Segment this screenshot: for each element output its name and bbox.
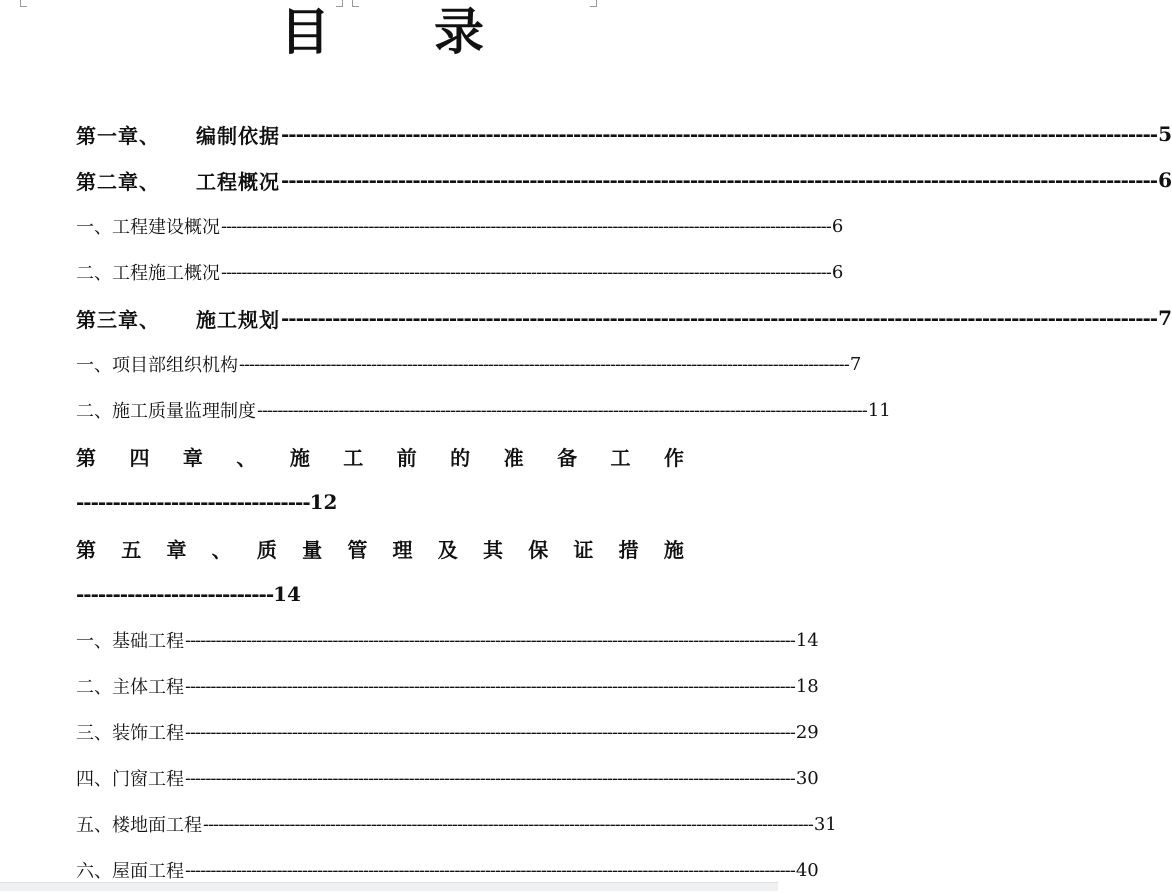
toc-entry-continuation bbox=[76, 571, 684, 617]
toc-entry-label bbox=[76, 120, 280, 149]
toc-entry-label: 六、屋面工程 bbox=[76, 861, 184, 882]
toc-page-number: 30 bbox=[795, 767, 819, 789]
toc-entry-label: 二、主体工程 bbox=[76, 677, 184, 698]
toc-page-number: 7 bbox=[1158, 306, 1172, 330]
toc-entry[interactable] bbox=[76, 387, 891, 433]
toc-title-char: 、 bbox=[211, 537, 232, 562]
toc-leader: ------------------------------------------------------------------------------------------------------------------------ bbox=[185, 767, 795, 789]
toc-entry[interactable] bbox=[76, 157, 1172, 203]
toc-entry[interactable] bbox=[76, 755, 819, 801]
toc-entry[interactable] bbox=[76, 663, 819, 709]
toc-entry-label: 三、装饰工程 bbox=[76, 723, 184, 744]
toc-chapter-number: 第二章、 bbox=[76, 169, 160, 194]
toc-page-number: 11 bbox=[867, 399, 891, 421]
toc-entry-label bbox=[76, 166, 280, 195]
table-of-contents bbox=[76, 111, 1172, 893]
toc-title-char: 章 bbox=[166, 537, 187, 562]
toc-entry-label: 一、基础工程 bbox=[76, 631, 184, 652]
toc-leader: ------------------------------------------------------------------------------------------------------------------------ bbox=[203, 813, 813, 835]
toc-title-char: 施 bbox=[663, 537, 684, 562]
toc-page-number: 6 bbox=[1158, 168, 1172, 192]
toc-entry[interactable] bbox=[76, 341, 862, 387]
toc-entry[interactable] bbox=[76, 433, 684, 525]
toc-title-char: 保 bbox=[528, 537, 549, 562]
toc-entry[interactable] bbox=[76, 249, 844, 295]
toc-leader: ------------------------------------------------------------------------------------------------------------------------ bbox=[281, 306, 1158, 330]
toc-title-char: 质 bbox=[256, 537, 277, 562]
toc-entry[interactable] bbox=[76, 295, 1172, 341]
toc-title-char: 、 bbox=[236, 445, 257, 470]
toc-entry[interactable] bbox=[76, 111, 1172, 157]
toc-entry-label: 一、工程建设概况 bbox=[76, 217, 220, 238]
toc-leader: ------------------------------------------------------------------------------------------------------------------------ bbox=[281, 168, 1158, 192]
toc-page-number: 31 bbox=[813, 813, 837, 835]
toc-leader: ------------------------------------------------------------------------------------------------------------------------ bbox=[185, 675, 795, 697]
toc-title-char: 备 bbox=[557, 445, 578, 470]
toc-title-char: 作 bbox=[663, 445, 684, 470]
toc-title-char: 管 bbox=[347, 537, 368, 562]
toc-page-number: 29 bbox=[795, 721, 819, 743]
toc-title-char: 其 bbox=[482, 537, 503, 562]
toc-page-number: 12 bbox=[309, 490, 338, 514]
toc-page-number: 14 bbox=[795, 629, 819, 651]
toc-title-char: 证 bbox=[573, 537, 594, 562]
page-title bbox=[0, 2, 778, 62]
toc-page-number: 6 bbox=[831, 261, 844, 283]
page-bottom-edge bbox=[0, 882, 778, 891]
toc-entry-label: 一、项目部组织机构 bbox=[76, 355, 238, 376]
toc-title-char: 第 bbox=[76, 537, 96, 562]
toc-title-char: 措 bbox=[618, 537, 639, 562]
toc-leader: ------------------------------------------------------------------------------------------------------------------------ bbox=[185, 721, 795, 743]
toc-chapter-number: 第三章、 bbox=[76, 307, 160, 332]
toc-page-number: 5 bbox=[1158, 122, 1172, 146]
toc-entry[interactable] bbox=[76, 801, 837, 847]
toc-title-char: 的 bbox=[450, 445, 471, 470]
toc-leader: ------------------------------------------------------------------------------------------------------------------------ bbox=[185, 629, 795, 651]
toc-entry-label: 五、楼地面工程 bbox=[76, 815, 202, 836]
toc-title-char: 前 bbox=[396, 445, 417, 470]
toc-title-char: 工 bbox=[610, 445, 631, 470]
toc-page-number: 40 bbox=[795, 859, 819, 881]
title-char-2: 录 bbox=[434, 2, 484, 61]
toc-title-char: 准 bbox=[503, 445, 524, 470]
toc-leader: ------------------------------------------------------------------------------------------------------------------------ bbox=[221, 215, 831, 237]
toc-page-number: 6 bbox=[831, 215, 844, 237]
toc-leader: ------------------------------------------------------------------------------------------------------------------------ bbox=[221, 261, 831, 283]
toc-title-char: 理 bbox=[392, 537, 413, 562]
toc-title-char: 四 bbox=[129, 445, 150, 470]
toc-title-char: 施 bbox=[289, 445, 310, 470]
toc-chapter-title: 工程概况 bbox=[196, 169, 280, 194]
toc-entry[interactable] bbox=[76, 525, 684, 617]
toc-title-char: 第 bbox=[76, 445, 96, 470]
toc-entry-label bbox=[76, 304, 280, 333]
toc-leader: --------------------------- bbox=[76, 582, 274, 606]
toc-entry[interactable] bbox=[76, 203, 844, 249]
toc-title-char: 及 bbox=[437, 537, 458, 562]
toc-page-number: 7 bbox=[849, 353, 862, 375]
toc-entry-label: 四、门窗工程 bbox=[76, 769, 184, 790]
toc-leader: ------------------------------------------------------------------------------------------------------------------------ bbox=[281, 122, 1158, 146]
toc-leader: ------------------------------------------------------------------------------------------------------------------------ bbox=[239, 353, 849, 375]
toc-entry-spread-title bbox=[76, 525, 684, 571]
toc-chapter-number: 第一章、 bbox=[76, 123, 160, 148]
toc-title-char: 量 bbox=[302, 537, 323, 562]
toc-leader: ------------------------------------------------------------------------------------------------------------------------ bbox=[257, 399, 867, 421]
toc-title-char: 工 bbox=[343, 445, 364, 470]
toc-page-number: 14 bbox=[273, 582, 301, 606]
toc-entry-label: 二、工程施工概况 bbox=[76, 263, 220, 284]
toc-entry-continuation bbox=[76, 479, 684, 525]
toc-entry[interactable] bbox=[76, 709, 819, 755]
toc-entry-label: 二、施工质量监理制度 bbox=[76, 401, 256, 422]
toc-chapter-title: 施工规划 bbox=[196, 307, 280, 332]
toc-title-char: 五 bbox=[121, 537, 142, 562]
toc-leader: -------------------------------- bbox=[76, 490, 310, 514]
toc-leader: ------------------------------------------------------------------------------------------------------------------------ bbox=[185, 859, 795, 881]
title-char-1: 目 bbox=[280, 2, 330, 61]
toc-entry-spread-title bbox=[76, 433, 684, 479]
toc-chapter-title: 编制依据 bbox=[196, 123, 280, 148]
toc-page-number: 18 bbox=[795, 675, 819, 697]
toc-title-char: 章 bbox=[182, 445, 203, 470]
toc-entry[interactable] bbox=[76, 617, 819, 663]
